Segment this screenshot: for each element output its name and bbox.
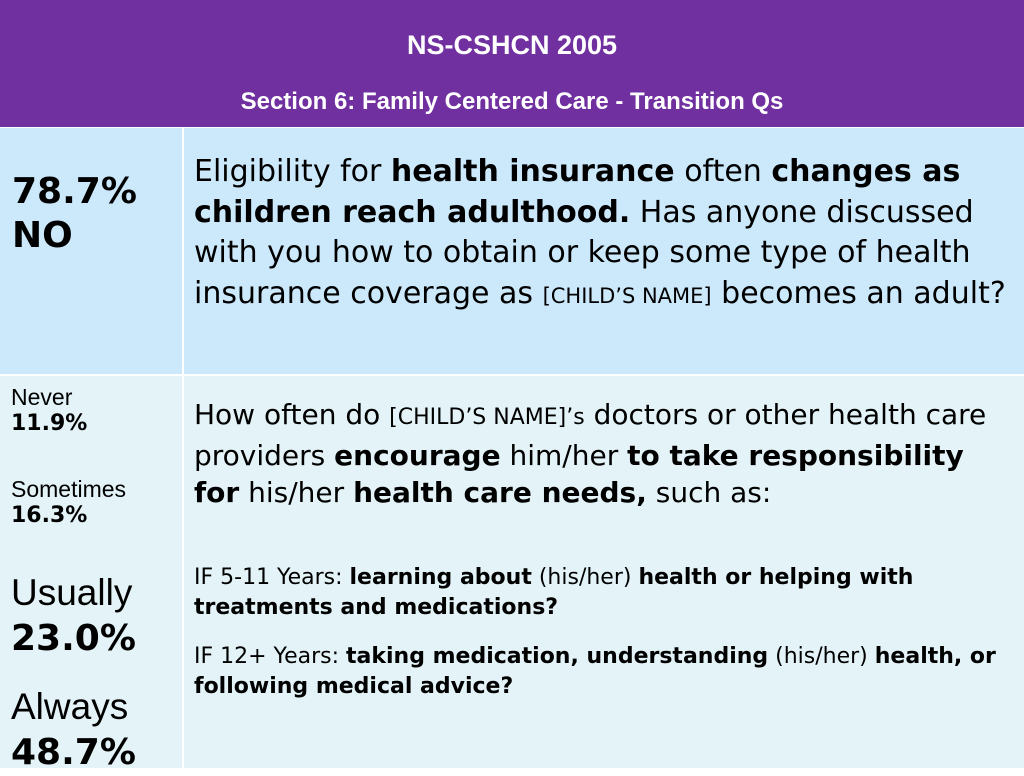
- q2-text-bold: health care needs,: [353, 476, 647, 509]
- response-value: 23.0%: [11, 618, 136, 659]
- response-label: Sometimes: [11, 476, 127, 502]
- response-always: [11, 684, 136, 776]
- q2-text-part: doctors or other health care providers: [194, 398, 987, 472]
- q2-text-part: him/her: [500, 438, 628, 472]
- q1-stat: [12, 170, 137, 258]
- q2-sub-12-plus: [194, 642, 1016, 702]
- q2-child-name: [CHILD’S NAME]’s: [389, 405, 585, 430]
- q1-text-part: Eligibility for: [194, 154, 391, 189]
- q1-stat-percent: 78.7%: [12, 171, 137, 212]
- slide-title: NS-CSHCN 2005: [406, 30, 618, 60]
- q1-text-part: Has anyone discussed with you how to obtain or keep some type of health insurance coverage as: [194, 194, 974, 311]
- sub-bold: learning about: [349, 565, 532, 590]
- q1-text-part: becomes an adult?: [711, 275, 1006, 311]
- response-value: 11.9%: [11, 411, 88, 436]
- q2-question-text: [194, 396, 1016, 512]
- q1-child-name: [CHILD’S NAME]: [542, 283, 712, 308]
- q1-text-bold: changes as children reach adulthood.: [194, 154, 961, 230]
- response-label: Always: [11, 686, 129, 727]
- slide-subtitle: Section 6: Family Centered Care - Transition Qs: [240, 88, 784, 115]
- sub-bold: health or helping with treatments and medications?: [194, 565, 914, 620]
- response-value: 48.7%: [11, 732, 136, 773]
- q1-question-cell: [184, 128, 1024, 374]
- q1-text-bold: health insurance: [390, 154, 675, 189]
- q2-text-part: How often do: [194, 398, 390, 431]
- sub-prefix: IF 12+ Years:: [194, 644, 347, 669]
- q2-question-cell: [184, 376, 1024, 768]
- q2-responses-cell: [0, 376, 182, 773]
- response-never: [11, 384, 87, 436]
- response-label: Never: [11, 384, 73, 410]
- q2-text-bold: encourage: [334, 438, 501, 472]
- q1-text-part: often: [674, 154, 772, 189]
- response-sometimes: [11, 476, 126, 528]
- q1-question-text: [194, 152, 1016, 316]
- q1-stat-cell: [0, 128, 182, 374]
- response-value: 16.3%: [11, 503, 88, 528]
- q2-text-part: such as:: [646, 476, 772, 509]
- sub-bold: taking medication, understanding: [346, 644, 769, 669]
- q1-stat-label: NO: [12, 215, 73, 256]
- response-usually: [11, 570, 136, 662]
- q2-text-bold: to take responsibility for: [194, 438, 964, 509]
- response-label: Usually: [11, 572, 133, 613]
- q2-sub-5-11: [194, 563, 1016, 623]
- sub-text: (his/her): [768, 644, 875, 669]
- sub-text: (his/her): [531, 565, 639, 590]
- sub-bold: health, or following medical advice?: [194, 644, 996, 699]
- slide-header: [0, 0, 1024, 127]
- q2-text-part: his/her: [239, 476, 354, 509]
- sub-prefix: IF 5-11 Years:: [194, 565, 350, 590]
